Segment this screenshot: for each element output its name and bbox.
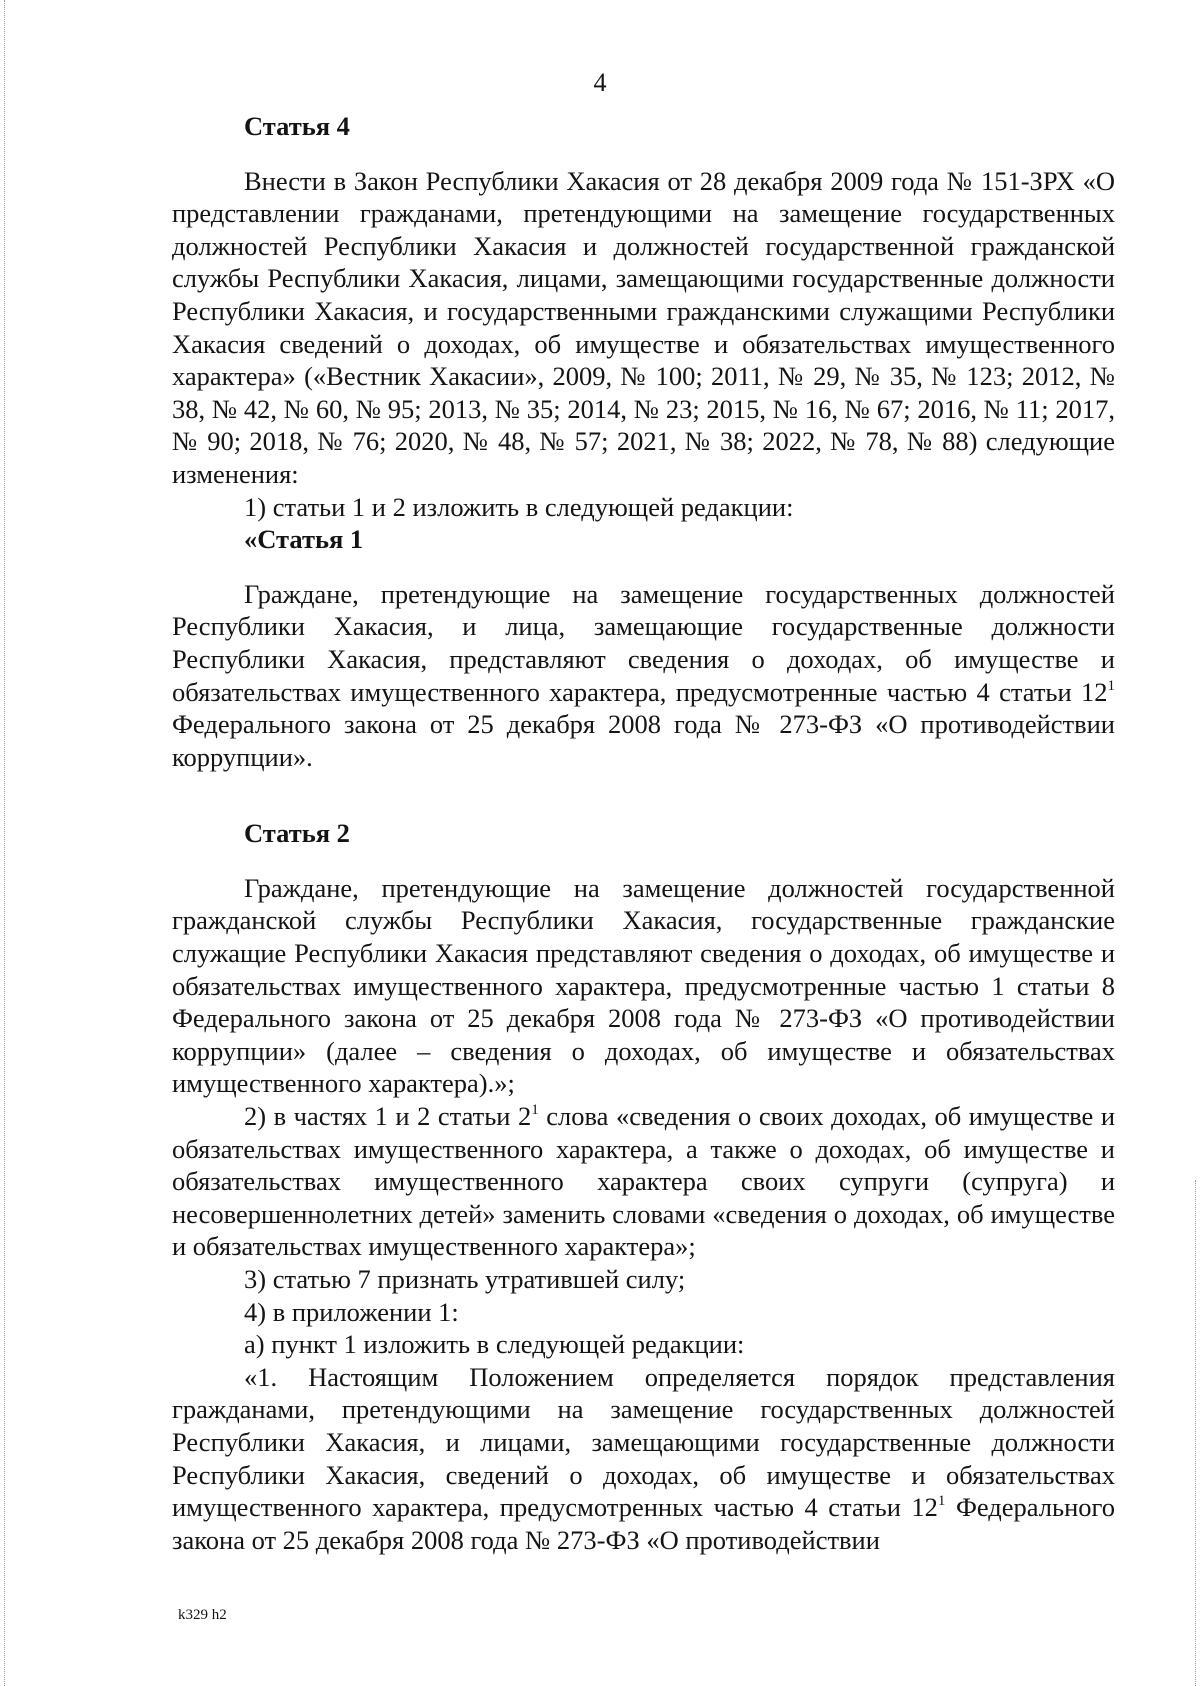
article-2-text: Граждане, претендующие на замещение должностей государственной гражданской службы Республики Хакасия, государственные гражданские служащие Республики Хакасия представляют сведения о доходах, об имуществе и обязательствах имущественного характера, предусмотренные частью 1 статьи 8 Федерального закона от 25 декабря 2008 года № 273-ФЗ «О противодействии коррупции» (далее – сведения о доходах, об имуществе и обязательствах имущественного характера).»; [172,872,1115,1099]
point-1-part1: «1. Настоящим Положением определяется порядок представления гражданами, претендующими на замещение государственных должностей Республики Хакасия, и лицами, замещающими государственные должности Республики Хакасия, сведений о доходах, об имуществе и обязательствах имущественного характера, предусмотренных частью 4 статьи 12 [172,1361,1115,1523]
superscript: 1 [937,1493,946,1510]
document-body [172,110,1115,1556]
article-1-text [172,578,1115,774]
item-4a: а) пункт 1 изложить в следующей редакции: [244,1329,745,1360]
superscript: 1 [531,1102,539,1119]
page-number: 4 [593,68,607,97]
article-1-text-part1: Граждане, претендующие на замещение государственных должностей Республики Хакасия, и лица, замещающие государственные должности Республики Хакасия, представляют сведения о доходах, об имуществе и обязательствах имущественного характера, предусмотренные частью 4 статьи 12 [172,578,1115,707]
item-2-part2: слова «сведения о своих доходах, об имуществе и обязательствах имущественного характера, а также о доходах, об имуществе и обязательствах имущественного характера своих супруги (супруга) и несовершеннолетних детей» заменить словами «сведения о доходах, об имуществе и обязательствах имущественного характера»; [172,1101,1115,1262]
footer-code: k329 h2 [178,1607,227,1623]
item-1: 1) статьи 1 и 2 изложить в следующей редакции: [244,491,794,522]
scan-edge-right [1195,1180,1196,1686]
point-1-part2: Федерального закона от 25 декабря 2008 года № 273-ФЗ «О противодействии [172,1492,1115,1555]
scan-edge-left [4,0,5,1686]
item-2-part1: 2) в частях 1 и 2 статьи 2 [244,1101,532,1132]
article-4-heading: Статья 4 [244,111,350,141]
article-1-heading: «Статья 1 [244,524,364,555]
article-4-intro: Внести в Закон Республики Хакасия от 28 декабря 2009 года № 151-ЗРХ «О представлении гражданами, претендующими на замещение государственных должностей Республики Хакасия и должностей государственной гражданской службы Республики Хакасия, лицами, замещающими государственные должности Республики Хакасия, и государственными гражданскими служащими Республики Хакасия сведений о доходах, об имуществе и обязательствах имущественного характера» («Вестник Хакасии», 2009, № 100; 2011, № 29, № 35, № 123; 2012, № 38, № 42, № 60, № 95; 2013, № 35; 2014, № 23; 2015, № 16, № 67; 2016, № 11; 2017, № 90; 2018, № 76; 2020, № 48, № 57; 2021, № 38; 2022, № 78, № 88) следующие изменения: [172,165,1115,489]
article-1-text-part2: Федерального закона от 25 декабря 2008 года № 273-ФЗ «О противодействии коррупции». [172,709,1115,772]
point-1-text [172,1361,1115,1557]
item-4: 4) в приложении 1: [244,1296,459,1327]
item-2 [172,1100,1115,1263]
article-2-heading: Статья 2 [244,818,350,849]
superscript: 1 [1107,677,1115,694]
item-3: 3) статью 7 признать утратившей силу; [244,1264,686,1294]
